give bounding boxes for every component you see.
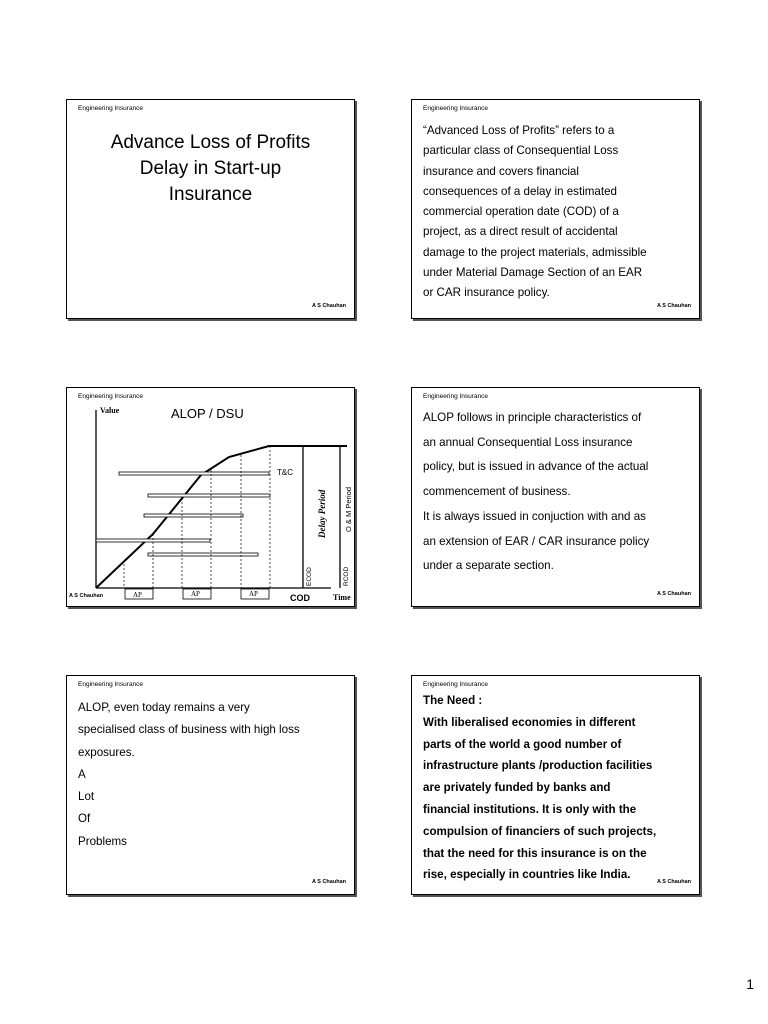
slide-author: A S Chauhan (69, 593, 104, 599)
cod-label: COD (290, 593, 310, 603)
body-line: It is always issued in conjuction with and as (423, 509, 646, 523)
slide-5 (66, 675, 355, 895)
body-line: particular class of Consequential Loss (423, 144, 619, 158)
title-line: Insurance (168, 184, 253, 205)
body-line: financial institutions. It is only with the (423, 802, 637, 816)
slide-body (78, 697, 346, 853)
body-line: parts of the world a good number of (423, 737, 622, 751)
slide-6 (411, 675, 700, 895)
body-line: “Advanced Loss of Profits” refers to a (423, 124, 615, 137)
time-label: Time (333, 593, 351, 602)
om-period-label: O & M Period (344, 486, 353, 532)
title-line: Advance Loss of Profits (110, 132, 311, 153)
body-line: project, as a direct result of accidental (423, 225, 618, 239)
slide-4 (411, 387, 700, 607)
body-line: rise, especially in countries like India. (423, 868, 631, 882)
body-line: commencement of business. (423, 485, 571, 499)
body-line: policy, but is issued in advance of the actual (423, 460, 649, 474)
body-line: damage to the project materials, admissible (423, 245, 647, 259)
slide-body (423, 121, 691, 304)
ap-label: AP (133, 591, 142, 599)
body-line: insurance and covers financial (423, 164, 579, 178)
slide-header: Engineering Insurance (423, 105, 489, 112)
slide-body (423, 690, 691, 886)
body-line: specialised class of business with high loss (78, 723, 300, 737)
chart-title: ALOP / DSU (171, 406, 244, 421)
slide-3 (66, 387, 355, 607)
body-line: Of (78, 812, 91, 826)
body-line: an extension of EAR / CAR insurance policy (423, 534, 650, 548)
body-line: under a separate section. (423, 559, 554, 573)
slide-header: Engineering Insurance (423, 393, 489, 400)
body-line: A (78, 767, 86, 781)
body-line: that the need for this insurance is on the (423, 846, 647, 860)
title-line: Delay in Start-up (139, 158, 282, 179)
body-line: exposures. (78, 745, 135, 759)
slide-author: A S Chauhan (311, 879, 346, 885)
body-line: or CAR insurance policy. (423, 286, 550, 300)
slide-header: Engineering Insurance (423, 681, 489, 688)
alop-dsu-diagram (67, 388, 356, 608)
body-line: commercial operation date (COD) of a (423, 205, 619, 219)
slide-author: A S Chauhan (656, 303, 691, 309)
slide-title (67, 130, 354, 208)
slide-header: Engineering Insurance (78, 105, 144, 112)
body-line: compulsion of financiers of such projects, (423, 824, 657, 838)
delay-period-label: Delay Period (317, 489, 327, 538)
ap-label: AP (191, 590, 200, 598)
bar (148, 553, 258, 556)
slide-2 (411, 99, 700, 319)
body-line: Lot (78, 790, 95, 804)
body-line: infrastructure plants /production facilities (423, 759, 653, 773)
body-line: an annual Consequential Loss insurance (423, 435, 633, 449)
body-line: ALOP follows in principle characteristics of (423, 411, 642, 424)
page-number: 1 (746, 976, 754, 992)
slide-header: Engineering Insurance (78, 393, 144, 400)
ecod-label: ECOD (306, 567, 313, 586)
slide-body (423, 406, 691, 579)
body-line: ALOP, even today remains a very (78, 701, 250, 714)
tc-label: T&C (277, 468, 293, 477)
slide-author: A S Chauhan (656, 591, 691, 597)
body-line: are privately funded by banks and (423, 781, 611, 795)
body-line: under Material Damage Section of an EAR (423, 266, 643, 280)
bar (119, 472, 269, 475)
slide-author: A S Chauhan (311, 303, 346, 309)
body-line: With liberalised economies in different (423, 715, 636, 729)
slide-1 (66, 99, 355, 319)
bar (144, 514, 243, 517)
slide-heading: The Need : (423, 694, 483, 707)
y-axis-label: Value (100, 406, 120, 415)
slide-header: Engineering Insurance (78, 681, 144, 688)
rcod-label: RCOD (343, 566, 350, 586)
ap-label: AP (249, 590, 258, 598)
slide-author: A S Chauhan (656, 879, 691, 885)
body-line: Problems (78, 834, 127, 848)
body-line: consequences of a delay in estimated (423, 184, 617, 198)
bar (148, 494, 270, 497)
